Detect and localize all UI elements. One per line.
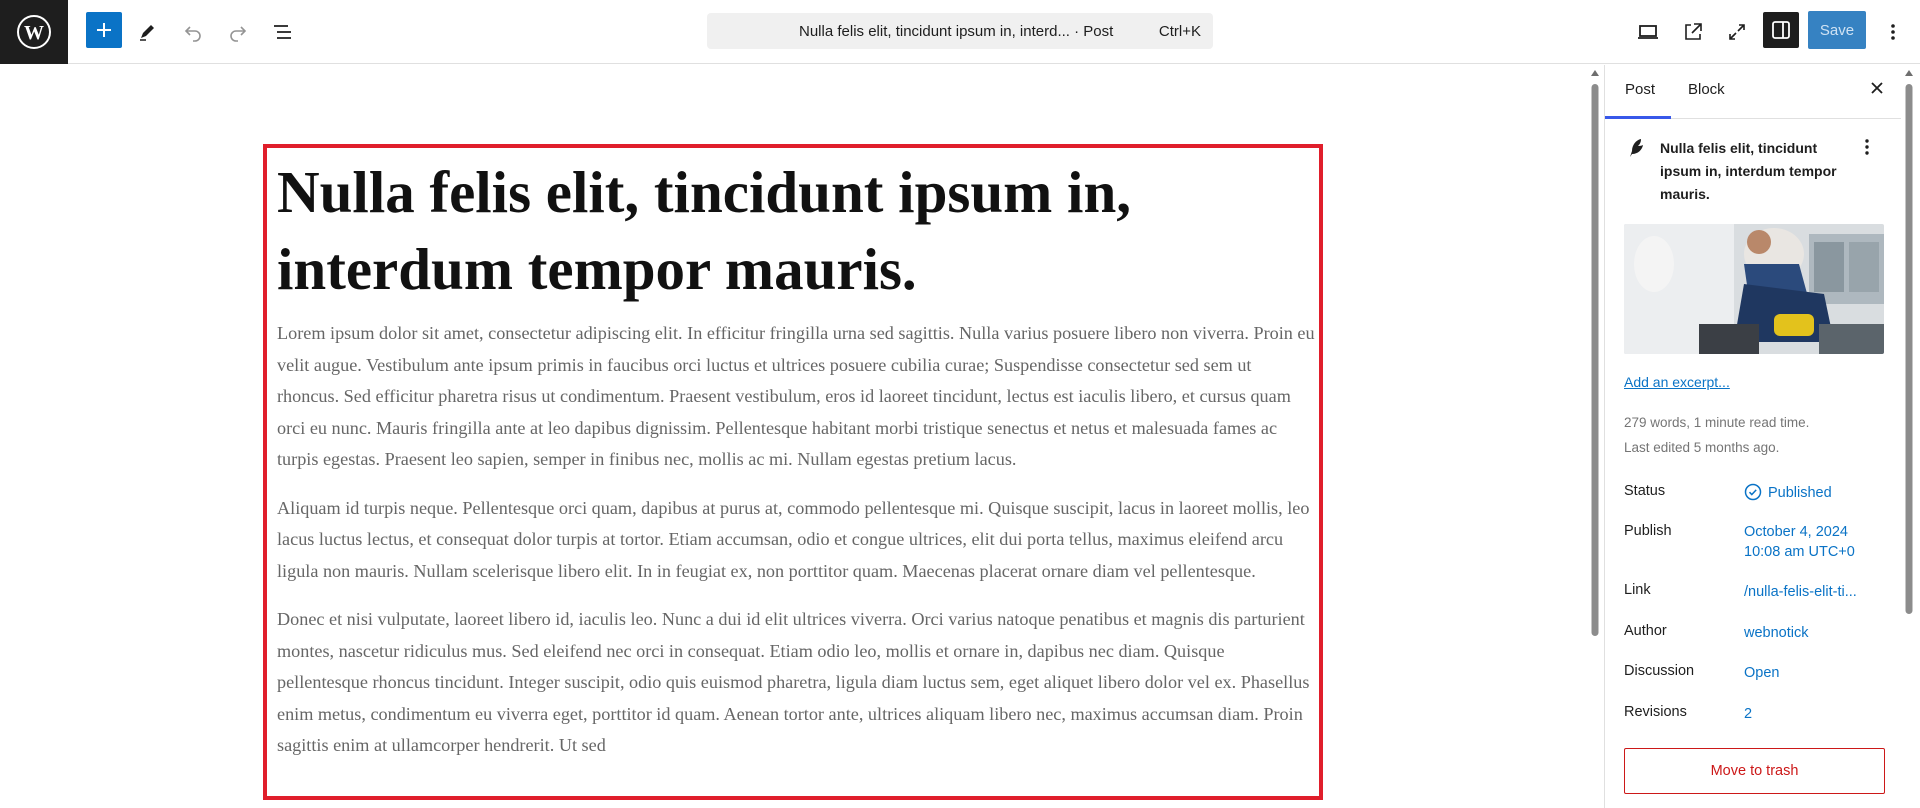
options-button[interactable] (1878, 14, 1908, 50)
external-view-icon (1682, 21, 1704, 43)
publish-time: 10:08 am UTC+0 (1744, 544, 1855, 560)
tab-post[interactable]: Post (1625, 81, 1656, 98)
publish-date-button[interactable] (1744, 522, 1855, 562)
more-vertical-icon (1889, 21, 1897, 43)
document-overview-button[interactable] (265, 14, 301, 50)
save-button[interactable]: Save (1808, 11, 1866, 49)
tab-block[interactable]: Block (1688, 81, 1725, 98)
post-feather-icon (1627, 137, 1647, 159)
author-label: Author (1624, 623, 1667, 639)
settings-sidebar-toggle[interactable] (1763, 12, 1799, 48)
status-label: Status (1624, 483, 1666, 499)
publish-date: October 4, 2024 (1744, 524, 1848, 540)
post-body (277, 318, 1317, 779)
editor-toolbar (0, 0, 1920, 64)
canvas-scrollbar[interactable] (1590, 68, 1600, 638)
sidebar-tabs (1605, 65, 1901, 119)
revisions-button[interactable]: 2 (1744, 706, 1753, 722)
redo-button[interactable] (220, 14, 256, 50)
redo-icon (227, 21, 249, 43)
fullscreen-button[interactable] (1719, 14, 1755, 50)
shortcut-hint: Ctrl+K (1158, 23, 1201, 40)
post-meta (1624, 410, 1809, 460)
post-summary-title: Nulla felis elit, tincidunt ipsum in, interdum tempor mauris. (1660, 140, 1837, 202)
add-excerpt-link[interactable]: Add an excerpt... (1624, 374, 1730, 390)
list-view-icon (271, 21, 295, 43)
add-block-button[interactable] (86, 12, 122, 48)
settings-sidebar (1604, 65, 1900, 808)
paragraph-block[interactable]: Donec et nisi vulputate, laoreet libero id, iaculis leo. Nunc a dui id elit ultrices viverra. Orci varius natoque penatibus et magnis dis parturient montes, nascetur ridiculus mus. Sed eleifend nec orci in consequat. Etiam odio leo, mollis et ornare in, dapibus nec diam. Quisque pellentesque rhoncus tincidunt. Integer suscipit, odio quis euismod pharetra, ligula diam luctus sem, eget aliquet libero dolor vel ex. Phasellus enim metus, condimentum eu viverra eget, porttitor id quam. Aenean tortor ante, ultrices aliquam libero nec, maximus accumsan diam. Proin sagittis enim at ullamcorper hendrerit. Ut sed (277, 609, 1310, 755)
last-edited: Last edited 5 months ago. (1624, 440, 1780, 455)
word-count: 279 words, 1 minute read time. (1624, 415, 1810, 430)
permalink-button[interactable]: /nulla-felis-elit-ti... (1744, 584, 1857, 600)
sidebar-scrollbar[interactable] (1904, 68, 1914, 616)
author-button[interactable]: webnotick (1744, 625, 1809, 641)
status-text: Published (1768, 485, 1832, 501)
fullscreen-icon (1726, 21, 1748, 43)
paragraph-block[interactable]: Aliquam id turpis neque. Pellentesque orci quam, dapibus at purus at, commodo pellentesque mi. Quisque suscipit, lacus in laoreet mollis, leo lacus luctus lectus, et consequat dolor turpis at tortor. Etiam accumsan, odio et congue ultrices, elit dui porta tellus, maximus eleifend arcu ligula non mauris. Nullam scelerisque libero elit. In in feugiat ex, non porttitor quam. Maecenas placerat ornare diam vel pellentesque. (277, 497, 1310, 581)
tools-button[interactable] (130, 14, 166, 50)
view-post-button[interactable] (1675, 14, 1711, 50)
publish-label: Publish (1624, 523, 1672, 539)
revisions-label: Revisions (1624, 704, 1687, 720)
post-content-highlight[interactable] (263, 144, 1323, 800)
undo-button[interactable] (175, 14, 211, 50)
active-tab-indicator (1605, 116, 1671, 119)
svg-text:W: W (24, 22, 44, 44)
close-sidebar-button[interactable] (1869, 79, 1885, 102)
wordpress-logo-button[interactable] (0, 0, 68, 64)
status-value[interactable] (1744, 483, 1832, 503)
desktop-preview-icon (1636, 21, 1660, 43)
discussion-label: Discussion (1624, 663, 1695, 679)
featured-image[interactable] (1624, 224, 1884, 354)
link-label: Link (1624, 582, 1651, 598)
featured-image-picture (1624, 224, 1884, 354)
sidebar-icon (1770, 19, 1792, 41)
undo-icon (182, 21, 204, 43)
discussion-button[interactable]: Open (1744, 665, 1780, 681)
close-icon (1869, 80, 1885, 96)
pencil-icon (137, 21, 159, 43)
more-vertical-icon (1863, 137, 1871, 157)
published-check-icon (1744, 483, 1762, 501)
paragraph-block[interactable]: Lorem ipsum dolor sit amet, consectetur adipiscing elit. In efficitur fringilla urna sed sagittis. Nulla varius posuere libero non viverra. Proin eu velit augue. Vestibulum ante ipsum primis in faucibus orci luctus et ultrices posuere cubilia curae; Suspendisse consectetur sed sem ut rhoncus. Sed efficitur pharetra risus ut condimentum. Praesent vestibulum, eros id laoreet tincidunt, lectus est iaculis libero, et cursus quam orci eu nunc. Mauris fringilla ante at leo dapibus dignissim. Pellentesque habitant morbi tristique senectus et netus et malesuada fames ac turpis egestas. Praesent leo sapien, semper in finibus nec, mollis ac mi. Nullam egestas pretium lacus. (277, 323, 1315, 469)
command-palette-button[interactable] (707, 13, 1213, 49)
document-title-text: Nulla felis elit, tincidunt ipsum in, interd... (799, 23, 1070, 40)
plus-icon (94, 20, 114, 40)
post-actions-button[interactable] (1863, 137, 1871, 162)
document-type-text: · Post (1074, 23, 1114, 40)
document-title (799, 23, 1113, 40)
wordpress-logo-icon (16, 14, 52, 50)
preview-button[interactable] (1630, 14, 1666, 50)
move-to-trash-button[interactable]: Move to trash (1624, 748, 1885, 794)
post-title[interactable]: Nulla felis elit, tincidunt ipsum in, interdum tempor mauris. (277, 159, 1132, 302)
